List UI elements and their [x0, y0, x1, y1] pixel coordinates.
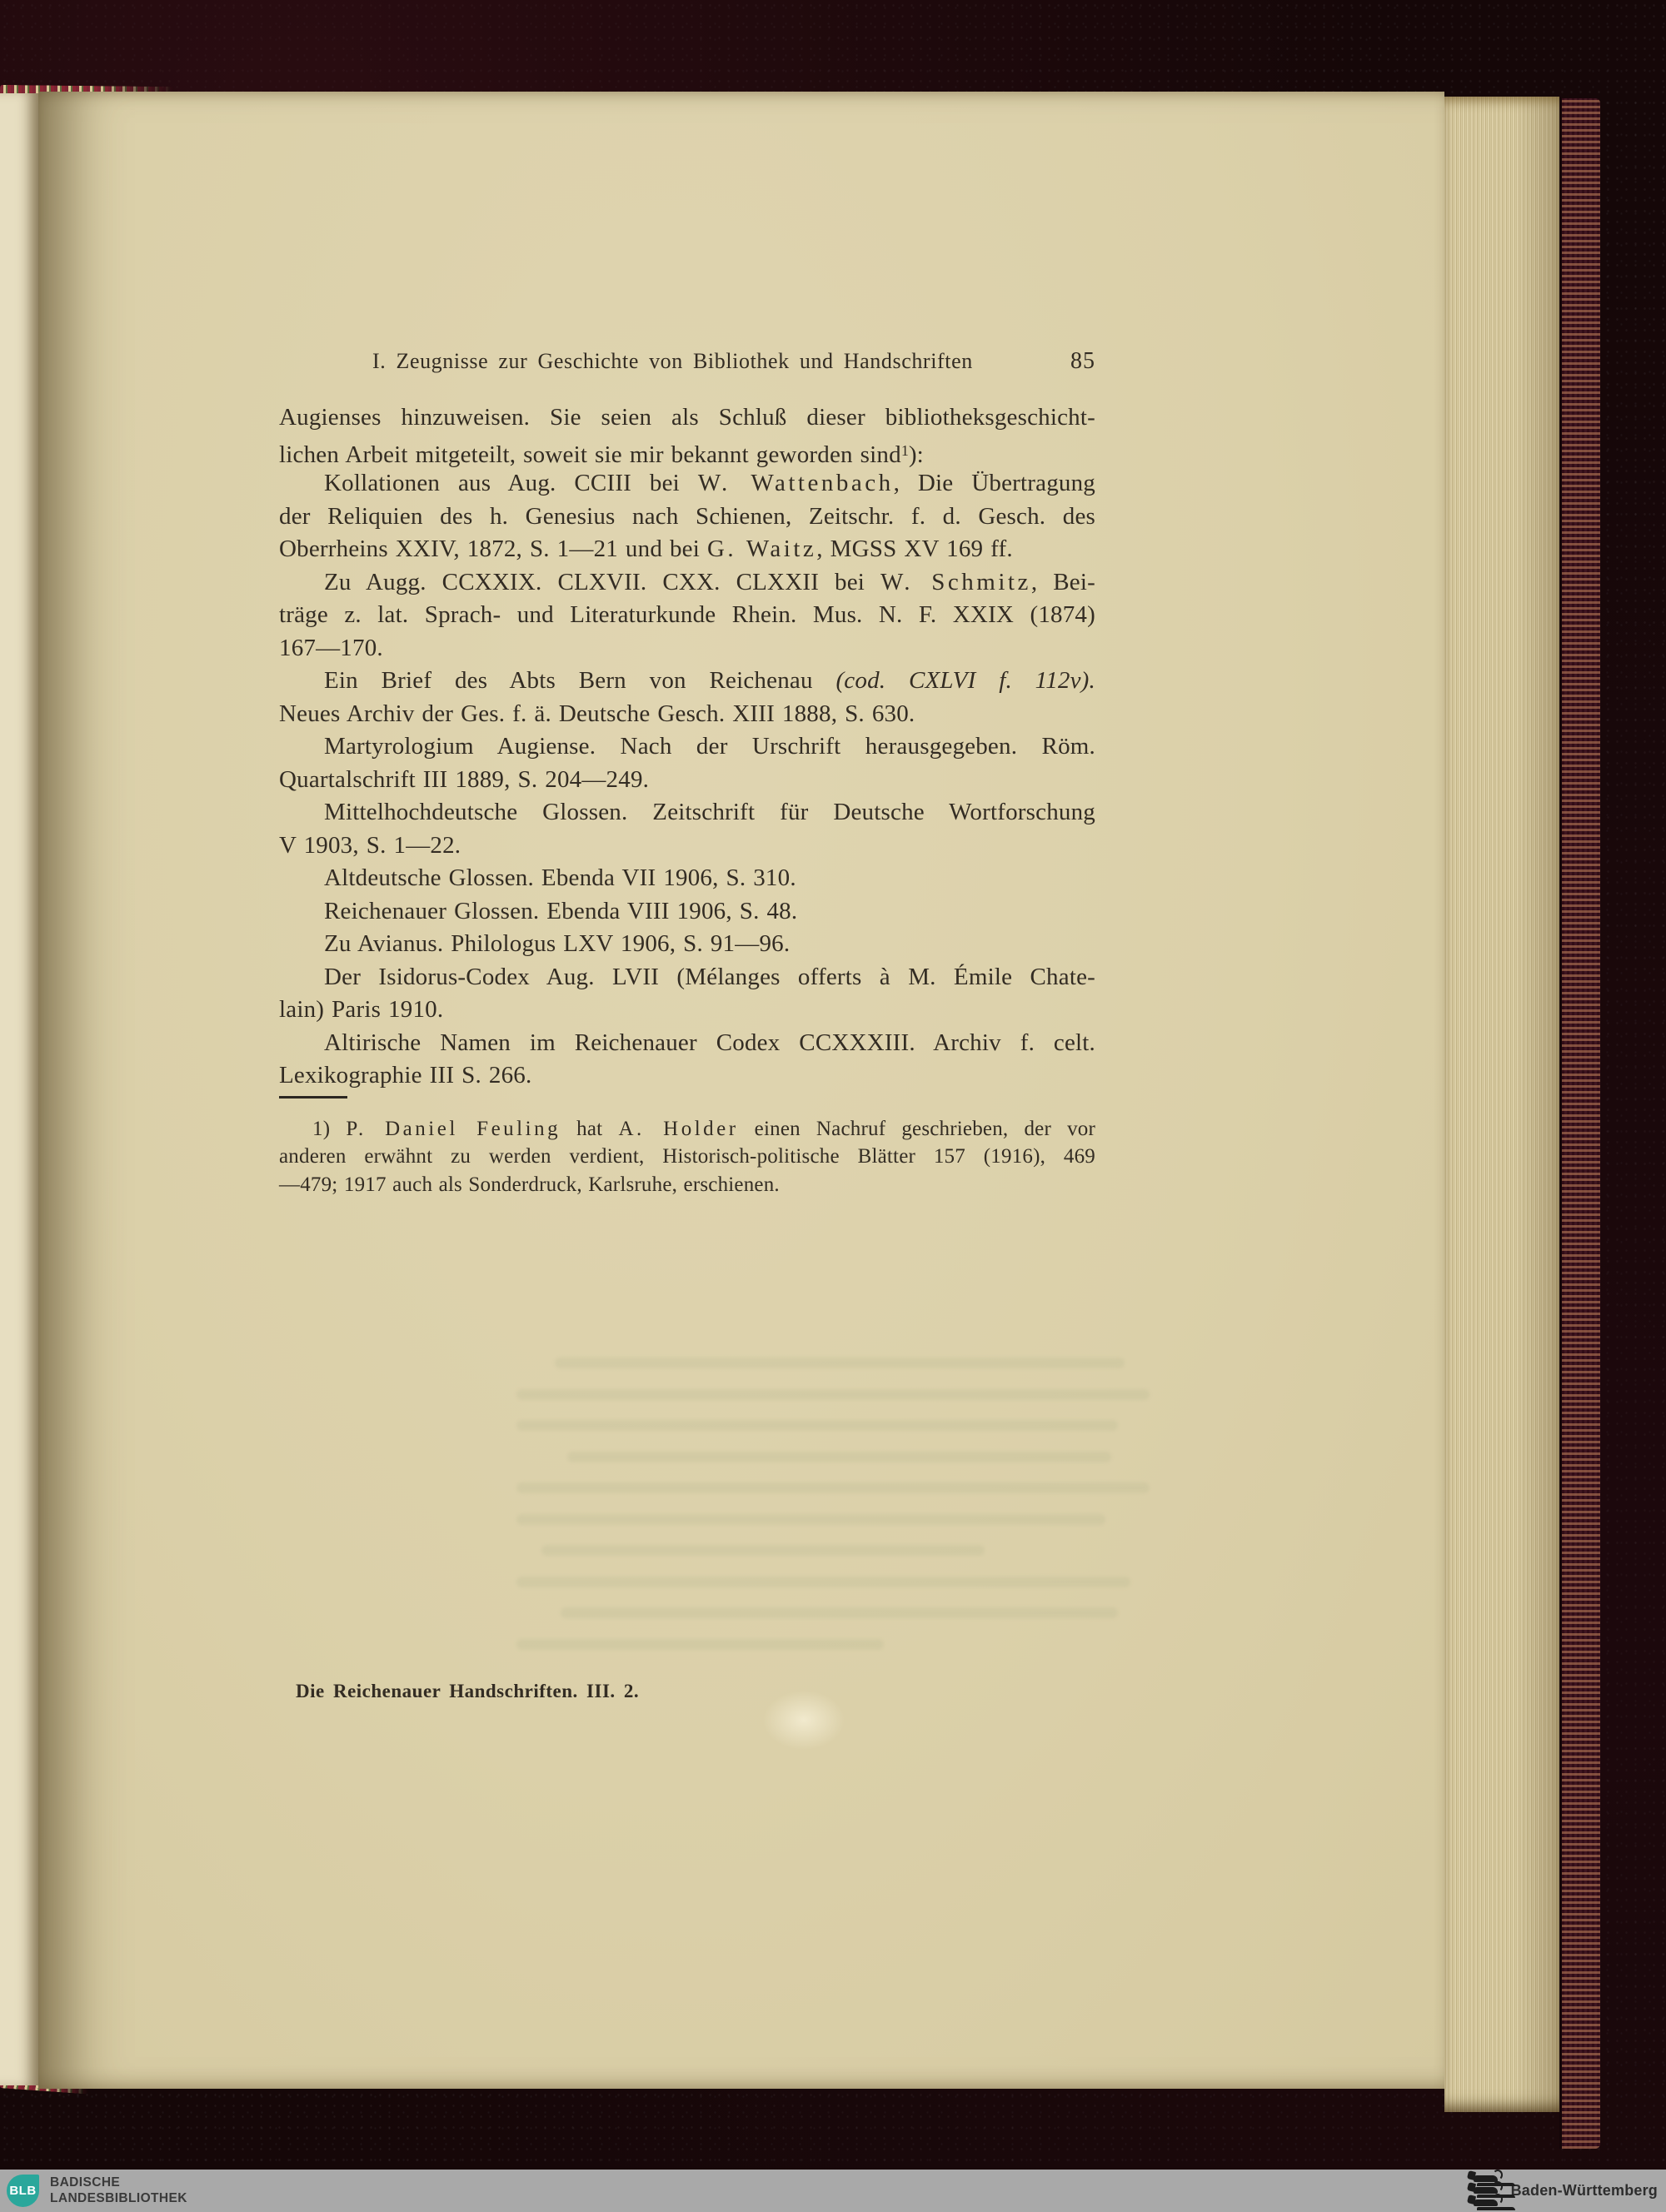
page-body [279, 401, 1095, 1093]
book-cover-edge [1559, 98, 1600, 2149]
text-line: Martyrologium Augiense. Nach der Urschrift herausgegeben. Röm. [324, 733, 1095, 760]
text-line: Augienses hinzuweisen. Sie seien als Schluß dieser bibliotheksgeschicht- [279, 404, 1095, 431]
state-label: Baden-Württemberg [1510, 2182, 1658, 2199]
paper-stain [750, 1681, 858, 1760]
text-line: —479; 1917 auch als Sonderdruck, Karlsruhe, erschienen. [279, 1173, 780, 1196]
footnote-rule [279, 1096, 347, 1099]
text-line: lichen Arbeit mitgeteilt, soweit sie mir bekannt geworden sind$^1$): [279, 441, 924, 468]
text-line: Ein Brief des Abts Bern von Reichenau (cod. CXLVI f. 112v). [324, 667, 1095, 694]
lion-icon [1474, 2187, 1498, 2194]
text-line: Zu Augg. CCXXIX. CLXVII. CXX. CLXXII bei W. Schmitz, Bei- [324, 568, 1095, 595]
blb-logo-text: BLB [9, 2184, 37, 2198]
text-line: V 1903, S. 1—22. [279, 831, 461, 859]
text-line: der Reliquien des h. Genesius nach Schienen, Zeitschr. f. d. Gesch. des [279, 502, 1095, 530]
text-line: Mittelhochdeutsche Glossen. Zeitschrift für Deutsche Wortforschung [324, 799, 1095, 825]
state-branding [1469, 2173, 1658, 2210]
library-name [50, 2175, 187, 2207]
text-line: Lexikographie III S. 266. [279, 1062, 532, 1089]
footnote [279, 1115, 1095, 1198]
text-line: anderen erwähnt zu werden verdient, Historisch-politische Blätter 157 (1916), 469 [279, 1145, 1095, 1168]
library-name-line2: LANDESBIBLIOTHEK [50, 2190, 187, 2205]
text-line: Altdeutsche Glossen. Ebenda VII 1906, S. 310. [324, 864, 796, 891]
running-header [279, 348, 1095, 375]
page-number: 85 [1070, 348, 1095, 374]
text-line: Der Isidorus-Codex Aug. LVII (Mélanges offerts à M. Émile Chate- [324, 963, 1095, 990]
blb-logo [7, 2175, 39, 2207]
signature-line: Die Reichenauer Handschriften. III. 2. [296, 1681, 640, 1701]
fore-edge-page-stack [1444, 97, 1559, 2112]
three-lions-coat-of-arms-icon [1469, 2173, 1498, 2210]
footer-bar [0, 2170, 1666, 2212]
library-branding [7, 2175, 187, 2207]
text-line: Kollationen aus Aug. CCIII bei W. Wattenbach, Die Übertragung [324, 470, 1095, 496]
show-through-ghost-text [516, 1358, 1150, 1670]
text-line: 1) P. Daniel Feuling hat A. Holder einen Nachruf geschrieben, der vor [312, 1118, 1096, 1140]
text-line: 167—170. [279, 634, 383, 661]
book-page [38, 92, 1444, 2089]
text-line: Oberrheins XXIV, 1872, S. 1—21 und bei G. Waitz, MGSS XV 169 ff. [279, 536, 1013, 562]
text-line: Altirische Namen im Reichenauer Codex CCXXXIII. Archiv f. celt. [324, 1029, 1095, 1056]
text-line: Zu Avianus. Philologus LXV 1906, S. 91—96. [324, 930, 791, 957]
text-line: Neues Archiv der Ges. f. ä. Deutsche Gesch. XIII 1888, S. 630. [279, 700, 915, 727]
text-line: träge z. lat. Sprach- und Literaturkunde Rhein. Mus. N. F. XXIX (1874) [279, 601, 1095, 628]
library-name-line1: BADISCHE [50, 2175, 121, 2190]
lion-icon [1474, 2175, 1498, 2182]
text-line: Quartalschrift III 1889, S. 204—249. [279, 765, 650, 793]
text-line: lain) Paris 1910. [279, 996, 444, 1023]
chapter-header-title: I. Zeugnisse zur Geschichte von Bibliothek und Handschriften [372, 349, 973, 373]
facing-page-edge [0, 93, 38, 2085]
lion-icon [1474, 2200, 1498, 2206]
text-line: Reichenauer Glossen. Ebenda VIII 1906, S. 48. [324, 897, 798, 924]
